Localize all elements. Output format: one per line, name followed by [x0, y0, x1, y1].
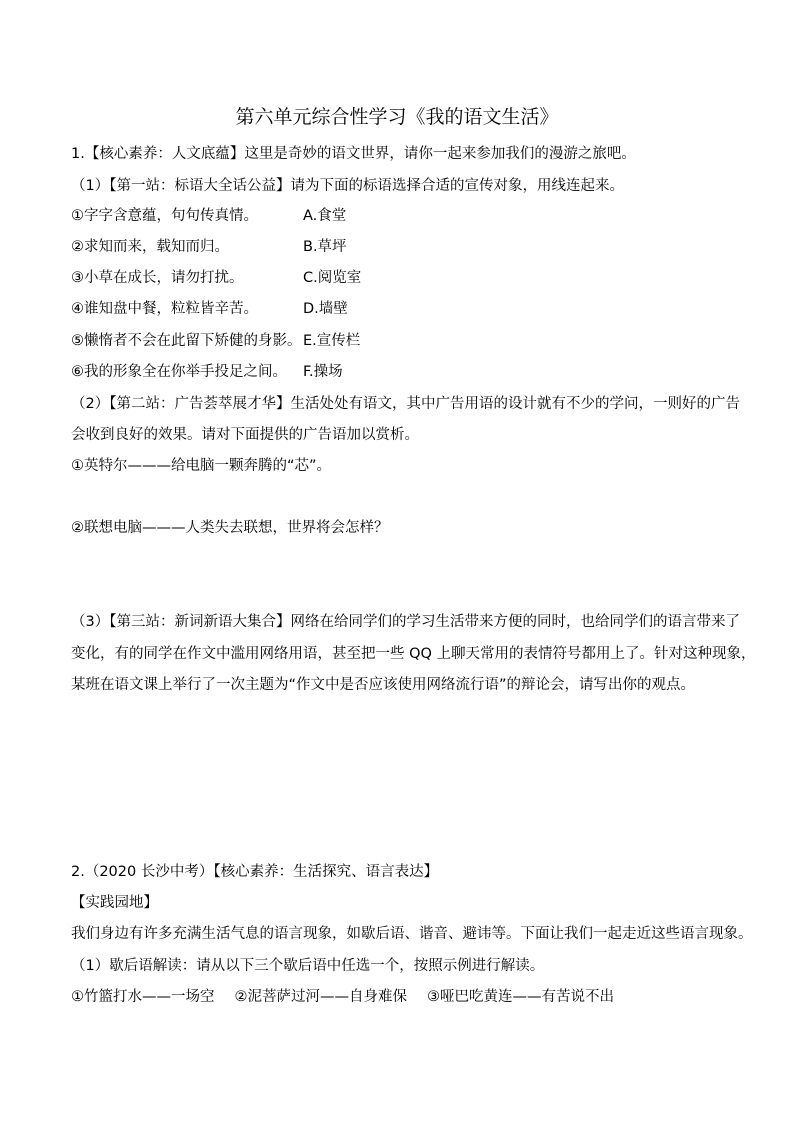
page-title: 第六单元综合性学习《我的语文生活》 [235, 106, 559, 128]
example-2: ②泥菩萨过河——自身难保 [234, 989, 407, 1005]
target-a: A.食堂 [303, 208, 347, 224]
q1-part3-line1: （3）【第三站：新词新语大集合】网络在给同学们的学习生活带来方便的同时，也给同学们的语言带来了 [71, 614, 740, 630]
q1-part3-line2: 变化，有的同学在作文中滥用网络用语，甚至把一些 QQ 上聊天常用的表情符号都用上了。针对这种现象， [71, 646, 756, 662]
q2-part1-prompt: （1）歇后语解读：请从以下三个歇后语中任选一个，按照示例进行解读。 [71, 958, 545, 974]
slogan-3: ③小草在成长，请勿打扰。 [71, 270, 244, 286]
target-f: F.操场 [303, 364, 343, 380]
slogan-5: ⑤懒惰者不会在此留下矫健的身影。 [71, 333, 302, 349]
target-e: E.宣传栏 [303, 333, 361, 349]
q2-section-heading: 【实践园地】 [71, 895, 158, 911]
q2-description: 我们身边有许多充满生活气息的语言现象，如歇后语、谐音、避讳等。下面让我们一起走近这些语言现象。 [71, 926, 753, 942]
q1-intro: 1.【核心素养：人文底蕴】这里是奇妙的语文世界，请你一起来参加我们的漫游之旅吧。 [71, 146, 636, 162]
target-b: B.草坪 [303, 239, 347, 255]
q1-part3-line3: 某班在语文课上举行了一次主题为“作文中是否应该使用网络流行语”的辩论会，请写出你的观点。 [71, 677, 696, 693]
q2-examples [71, 987, 614, 1007]
target-c: C.阅览室 [303, 270, 362, 286]
slogan-1: ①字字含意蕴，句句传真情。 [71, 208, 258, 224]
q1-part2-ad1: ①英特尔———给电脑一颗奔腾的“芯”。 [71, 458, 332, 474]
q1-part1-prompt: （1）【第一站：标语大全话公益】请为下面的标语选择合适的宣传对象，用线连起来。 [71, 178, 624, 194]
slogan-6: ⑥我的形象全在你举手投足之间。 [71, 364, 287, 380]
q1-part2-ad2: ②联想电脑———人类失去联想，世界将会怎样？ [71, 520, 389, 536]
q2-intro: 2.（2020 长沙中考）【核心素养：生活探究、语言表达】 [71, 864, 439, 880]
slogan-4: ④谁知盘中餐，粒粒皆辛苦。 [71, 301, 258, 317]
q1-part2-prompt-line2: 会收到良好的效果。请对下面提供的广告语加以赏析。 [71, 427, 419, 443]
example-3: ③哑巴吃黄连——有苦说不出 [427, 989, 614, 1005]
slogan-2: ②求知而来，载知而归。 [71, 239, 229, 255]
q1-part2-prompt-line1: （2）【第二站：广告荟萃展才华】生活处处有语文，其中广告用语的设计就有不少的学问，一则好的广告 [71, 396, 740, 412]
target-d: D.墙壁 [303, 301, 348, 317]
example-1: ①竹篮打水——一场空 [71, 989, 215, 1005]
